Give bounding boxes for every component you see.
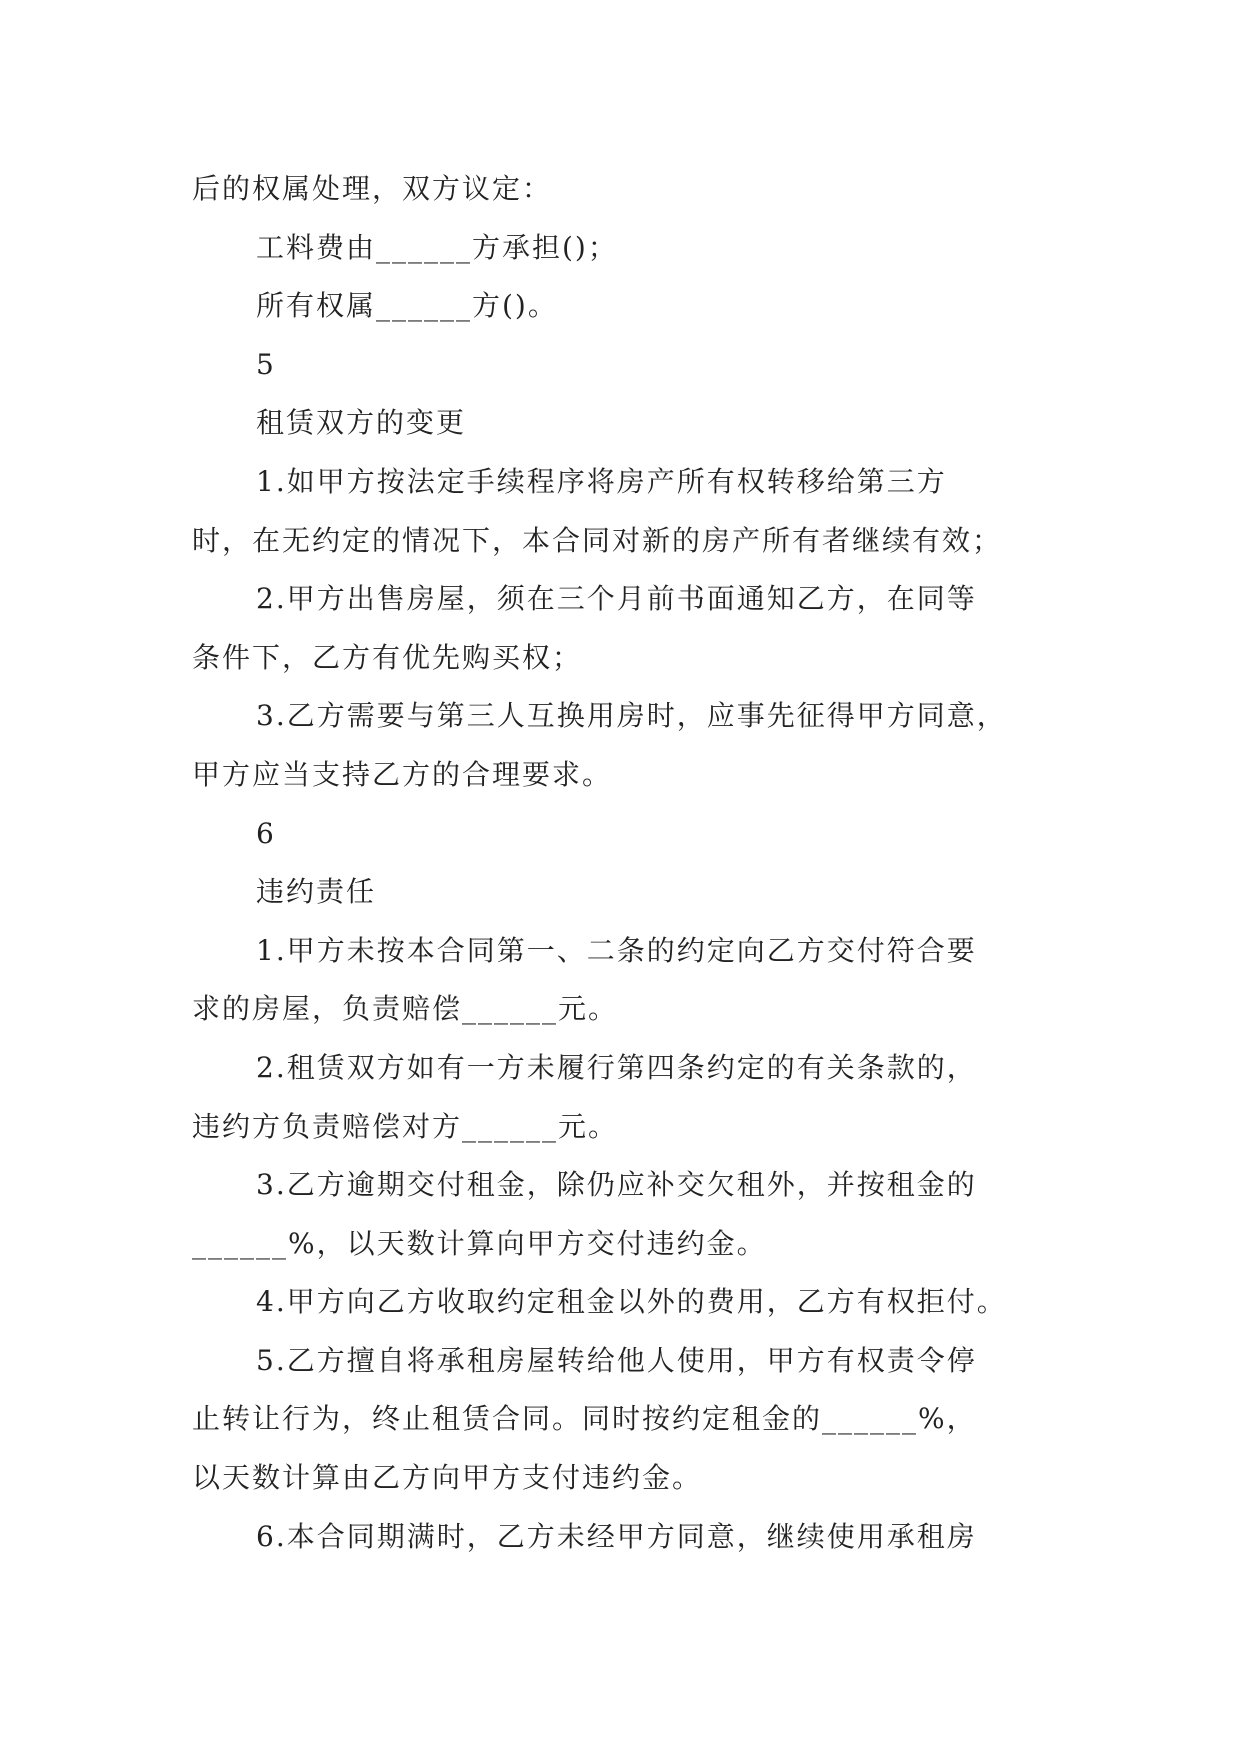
section-heading: 违约责任 [256, 875, 377, 909]
text-line: 2.甲方出售房屋，须在三个月前书面通知乙方，在同等 [256, 582, 977, 616]
text-line: 工料费由______方承担()； [256, 230, 618, 264]
text-line: 3.乙方需要与第三人互换用房时，应事先征得甲方同意， [256, 699, 1007, 733]
text-line: 违约方负责赔偿对方______元。 [192, 1109, 619, 1143]
text-line: 以天数计算由乙方向甲方支付违约金。 [192, 1461, 703, 1495]
text-line: 4.甲方向乙方收取约定租金以外的费用，乙方有权拒付。 [256, 1285, 1007, 1319]
text-line: 1.甲方未按本合同第一、二条的约定向乙方交付符合要 [256, 933, 977, 967]
text-line: ______%，以天数计算向甲方交付违约金。 [192, 1226, 767, 1260]
section-number: 5 [256, 347, 276, 381]
text-line: 3.乙方逾期交付租金，除仍应补交欠租外，并按租金的 [256, 1168, 977, 1202]
text-line: 条件下，乙方有优先购买权； [192, 640, 583, 674]
section-number: 6 [256, 816, 276, 850]
text-line: 止转让行为，终止租赁合同。同时按约定租金的______%， [192, 1402, 977, 1436]
section-heading: 租赁双方的变更 [256, 406, 467, 440]
text-line: 时，在无约定的情况下，本合同对新的房产所有者继续有效； [192, 523, 1003, 557]
text-line: 1.如甲方按法定手续程序将房产所有权转移给第三方 [256, 464, 947, 498]
text-line: 后的权属处理，双方议定： [192, 172, 553, 205]
text-line: 6.本合同期满时，乙方未经甲方同意，继续使用承租房 [256, 1519, 977, 1553]
text-line: 5.乙方擅自将承租房屋转给他人使用，甲方有权责令停 [256, 1343, 977, 1377]
text-line: 所有权属______方()。 [256, 289, 558, 323]
text-line: 求的房屋，负责赔偿______元。 [192, 992, 619, 1026]
text-line: 甲方应当支持乙方的合理要求。 [192, 757, 613, 791]
document-body [192, 160, 1062, 1566]
text-line: 2.租赁双方如有一方未履行第四条约定的有关条款的， [256, 1050, 977, 1084]
